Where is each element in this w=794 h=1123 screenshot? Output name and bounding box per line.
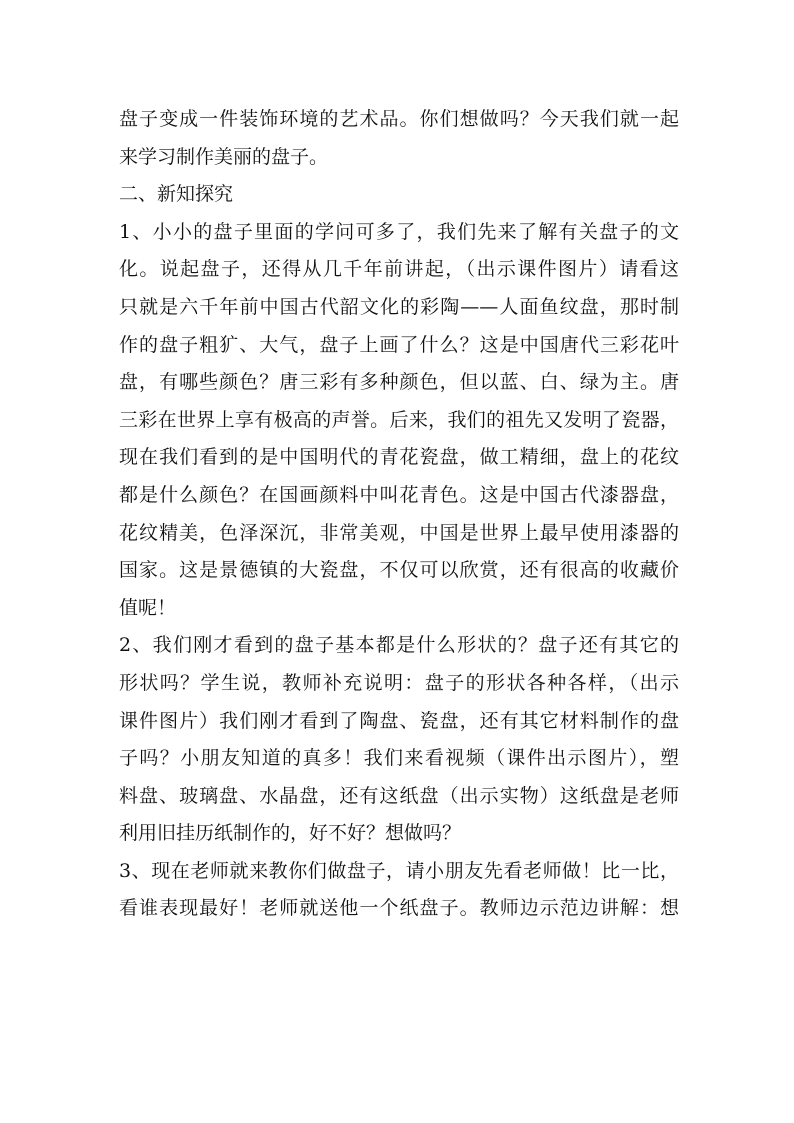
text-line: 来学习制作美丽的盘子。 (119, 145, 329, 168)
text-line: 3、现在老师就来教你们做盘子，请小朋友先看老师做！比一比， (119, 859, 679, 882)
text-line: 值呢！ (119, 596, 177, 619)
text-line: 盘子变成一件装饰环境的艺术品。你们想做吗？今天我们就一起 (119, 108, 679, 130)
text-line: 只就是六千年前中国古代韶文化的彩陶——人面鱼纹盘，那时制 (119, 295, 679, 318)
text-line: 看谁表现最好！老师就送他一个纸盘子。教师边示范边讲解：想 (119, 897, 679, 920)
text-line: 课件图片）我们刚才看到了陶盘、瓷盘，还有其它材料制作的盘 (119, 709, 679, 732)
text-line: 1、小小的盘子里面的学问可多了，我们先来了解有关盘子的文 (119, 220, 679, 243)
text-line: 花纹精美，色泽深沉，非常美观，中国是世界上最早使用漆器的 (119, 521, 679, 544)
text-line: 化。说起盘子，还得从几千年前讲起，（出示课件图片）请看这 (119, 258, 679, 281)
intro-paragraph (119, 101, 679, 176)
document-body (119, 101, 679, 928)
text-line: 利用旧挂历纸制作的，好不好？想做吗？ (119, 822, 462, 845)
text-line: 作的盘子粗犷、大气，盘子上画了什么？这是中国唐代三彩花叶 (119, 333, 679, 356)
section-heading (119, 176, 679, 214)
text-line: 国家。这是景德镇的大瓷盘，不仅可以欣赏，还有很高的收藏价 (119, 559, 679, 582)
section-heading-text: 二、新知探究 (119, 183, 234, 206)
text-line: 盘，有哪些颜色？唐三彩有多种颜色，但以蓝、白、绿为主。唐 (119, 371, 679, 394)
text-line: 都是什么颜色？在国画颜料中叫花青色。这是中国古代漆器盘， (119, 483, 679, 506)
text-line: 形状吗？学生说，教师补充说明：盘子的形状各种各样，（出示 (119, 671, 679, 694)
text-line: 三彩在世界上享有极高的声誉。后来，我们的祖先又发明了瓷器， (119, 408, 679, 431)
text-line: 子吗？小朋友知道的真多！我们来看视频（课件出示图片），塑 (119, 747, 679, 770)
text-line: 料盘、玻璃盘、水晶盘，还有这纸盘（出示实物）这纸盘是老师 (119, 784, 679, 807)
paragraph-3 (119, 853, 679, 928)
text-line: 现在我们看到的是中国明代的青花瓷盘，做工精细，盘上的花纹 (119, 446, 679, 469)
paragraph-1 (119, 214, 679, 628)
text-line: 2、我们刚才看到的盘子基本都是什么形状的？盘子还有其它的 (119, 634, 679, 657)
paragraph-2 (119, 627, 679, 853)
